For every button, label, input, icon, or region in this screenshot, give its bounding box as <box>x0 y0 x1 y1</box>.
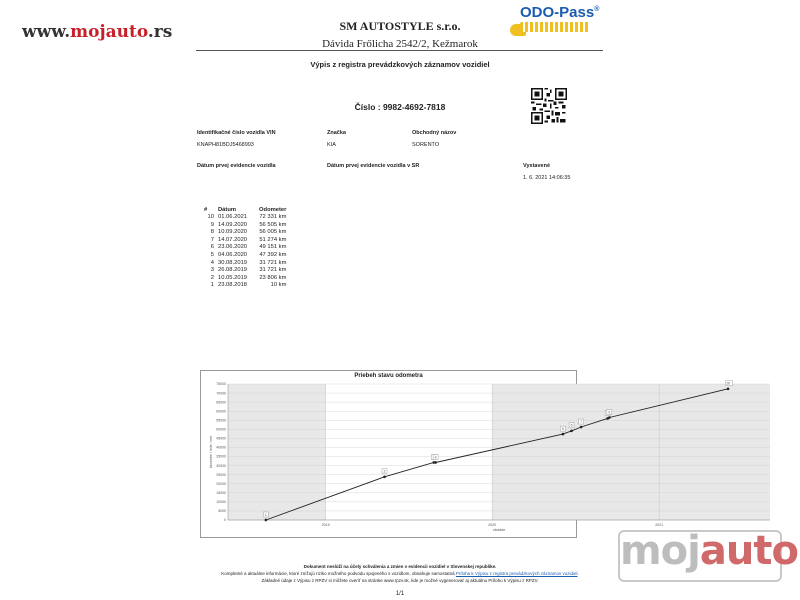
x-tick-label: 2020 <box>488 523 497 527</box>
y-tick-label: 35000 <box>216 454 226 459</box>
x-tick-label: 2019 <box>321 523 330 527</box>
data-point <box>562 433 565 436</box>
y-tick-label: 5000 <box>218 509 226 514</box>
column-header-odometer: Odometer <box>259 207 287 213</box>
point-label: 9 <box>608 410 611 415</box>
table-row <box>204 229 290 237</box>
y-tick-label: 20000 <box>216 481 226 486</box>
footer-disclaimer: Dokument neslúži na účely schválenia a zmien v evidencii vozidiel v Slovenskej republike. <box>303 564 497 569</box>
row-date: 23.08.2018 <box>218 282 248 289</box>
data-point <box>383 476 386 479</box>
odometer-chart-plot <box>200 370 730 538</box>
footer-verify: Základné údaje z Výpisu z RPZV si môžete overiť na stránke www.rpzv.sk, kde je možné vygenerovať aj aktuálnu Prílohu k Výpisu z RPZV. <box>261 578 539 583</box>
document-title: Výpis z registra prevádzkových záznamov vozidiel <box>310 60 490 69</box>
y-tick-label: 0 <box>224 518 226 523</box>
data-point <box>265 519 268 522</box>
row-odometer: 23 806 km <box>259 274 287 281</box>
mojauto-logo <box>620 528 798 574</box>
y-tick-label: 45000 <box>216 436 226 441</box>
y-tick-label: 55000 <box>216 418 226 423</box>
y-tick-label: 75000 <box>216 382 226 387</box>
document-number: Číslo : 9982-4692-7818 <box>354 102 446 112</box>
y-tick-label: 10000 <box>216 500 226 505</box>
site-watermark-suffix: .rs <box>147 22 173 42</box>
year-band <box>492 384 659 520</box>
table-row <box>204 214 290 222</box>
footer-info-text: Kompletné a aktuálne informácie, ktoré znížujú riziko možného podvodu spojeného s vozidlom, obsahuje samostatná <box>221 571 456 576</box>
row-index: 1 <box>210 282 214 289</box>
table-row <box>204 252 290 260</box>
data-point <box>580 426 583 429</box>
data-point <box>727 388 730 391</box>
company-name: SM AUTOSTYLE s.r.o. <box>339 19 461 33</box>
table-header-row <box>204 207 290 214</box>
issued-value: 1. 6. 2021 14:06:35 <box>523 175 571 181</box>
row-odometer: 49 151 km <box>259 244 287 251</box>
y-tick-label: 25000 <box>216 472 226 477</box>
row-date: 04.06.2020 <box>218 251 248 258</box>
row-index: 10 <box>207 214 214 220</box>
y-tick-label: 30000 <box>216 463 226 468</box>
y-tick-label: 70000 <box>216 391 226 396</box>
row-odometer: 10 km <box>270 282 287 289</box>
row-index: 6 <box>210 244 214 251</box>
point-label: 5 <box>561 426 564 431</box>
row-index: 8 <box>210 229 214 236</box>
odo-pass-bar <box>520 22 590 32</box>
y-axis-label: kilometre / míle / mih <box>209 435 213 469</box>
company-address: Dávida Frőlicha 2542/2, Kežmarok <box>322 38 478 50</box>
row-date: 26.08.2019 <box>218 267 248 274</box>
site-watermark <box>22 22 172 42</box>
row-index: 5 <box>210 251 214 258</box>
table-row <box>204 244 290 252</box>
point-label: 7 <box>580 419 583 424</box>
mojauto-logo-part2: auto <box>699 528 798 574</box>
site-watermark-name: mojauto <box>70 22 148 42</box>
point-label: 1 <box>264 512 267 517</box>
row-date: 10.05.2019 <box>218 274 248 281</box>
y-tick-label: 60000 <box>216 409 226 414</box>
make-label: Značka <box>327 130 346 136</box>
y-tick-label: 65000 <box>216 400 226 405</box>
model-label: Obchodný názov <box>412 130 457 136</box>
chart-title: Priebeh stavu odometra <box>354 373 423 379</box>
y-tick-label: 15000 <box>216 491 226 495</box>
data-point <box>570 430 573 433</box>
table-row <box>204 237 290 245</box>
mojauto-logo-part1: moj <box>620 528 700 574</box>
data-point <box>434 461 437 464</box>
table-row <box>204 275 290 283</box>
row-date: 01.06.2021 <box>218 214 248 220</box>
row-date: 14.09.2020 <box>218 221 248 228</box>
company-header <box>260 19 540 50</box>
make-value: KIA <box>327 142 336 148</box>
x-axis-label: obdobie <box>492 528 506 532</box>
odo-pass-reg: ® <box>594 6 600 13</box>
row-index: 4 <box>210 259 214 266</box>
header-rule <box>196 50 603 51</box>
site-watermark-prefix: www. <box>22 22 71 42</box>
vin-label: Identifikačné číslo vozidla VIN <box>197 130 276 136</box>
table-row <box>204 260 290 268</box>
odo-pass-title: ODO-Pass <box>520 4 595 21</box>
row-odometer: 56 005 km <box>259 229 287 236</box>
row-date: 10.09.2020 <box>218 229 248 236</box>
page-number: 1/1 <box>395 591 405 597</box>
row-index: 7 <box>210 236 214 243</box>
row-odometer: 56 505 km <box>259 221 287 228</box>
data-point <box>608 416 611 419</box>
issued-label: Vystavené <box>523 163 551 169</box>
point-label: 2 <box>383 469 386 474</box>
row-date: 30.08.2019 <box>218 259 248 266</box>
y-tick-label: 40000 <box>216 445 226 450</box>
year-band <box>659 381 770 520</box>
footer-info <box>180 571 620 576</box>
history-rows <box>204 214 290 290</box>
row-date: 14.07.2020 <box>218 236 248 243</box>
row-index: 3 <box>210 267 214 274</box>
odometer-history-table <box>204 207 290 290</box>
row-odometer: 72 331 km <box>259 214 287 220</box>
y-tick-label: 50000 <box>216 427 226 432</box>
row-odometer: 47 392 km <box>259 251 287 258</box>
footer-info-end: . <box>577 571 579 576</box>
model-value: SORENTO <box>412 142 440 148</box>
odo-pass-logo <box>520 4 599 21</box>
point-label: 4 <box>434 455 437 460</box>
row-odometer: 31 721 km <box>259 267 287 274</box>
row-date: 23.06.2020 <box>218 244 248 251</box>
qr-code-icon <box>531 88 567 124</box>
point-label: 10 <box>726 381 730 386</box>
x-tick-label: 2021 <box>655 523 664 527</box>
year-band <box>228 384 326 520</box>
table-row <box>204 267 290 275</box>
footer-attachment-link[interactable]: Príloha k Výpisu z registra prevádzkových záznamov vozidiel <box>455 571 578 576</box>
row-odometer: 51 274 km <box>259 236 287 243</box>
table-row <box>204 282 290 290</box>
table-row <box>204 222 290 230</box>
row-odometer: 31 721 km <box>259 259 287 266</box>
first-registration-sr-label: Dátum prvej evidencie vozidla v SR <box>327 163 420 169</box>
row-index: 2 <box>210 274 214 281</box>
row-index: 9 <box>210 221 214 228</box>
vin-value: KNAPH81BDJ5468993 <box>197 142 254 148</box>
first-registration-label: Dátum prvej evidencie vozidla <box>197 163 276 169</box>
column-header-index: # <box>204 207 208 213</box>
column-header-date: Dátum <box>218 207 237 213</box>
point-label: 6 <box>570 423 573 428</box>
